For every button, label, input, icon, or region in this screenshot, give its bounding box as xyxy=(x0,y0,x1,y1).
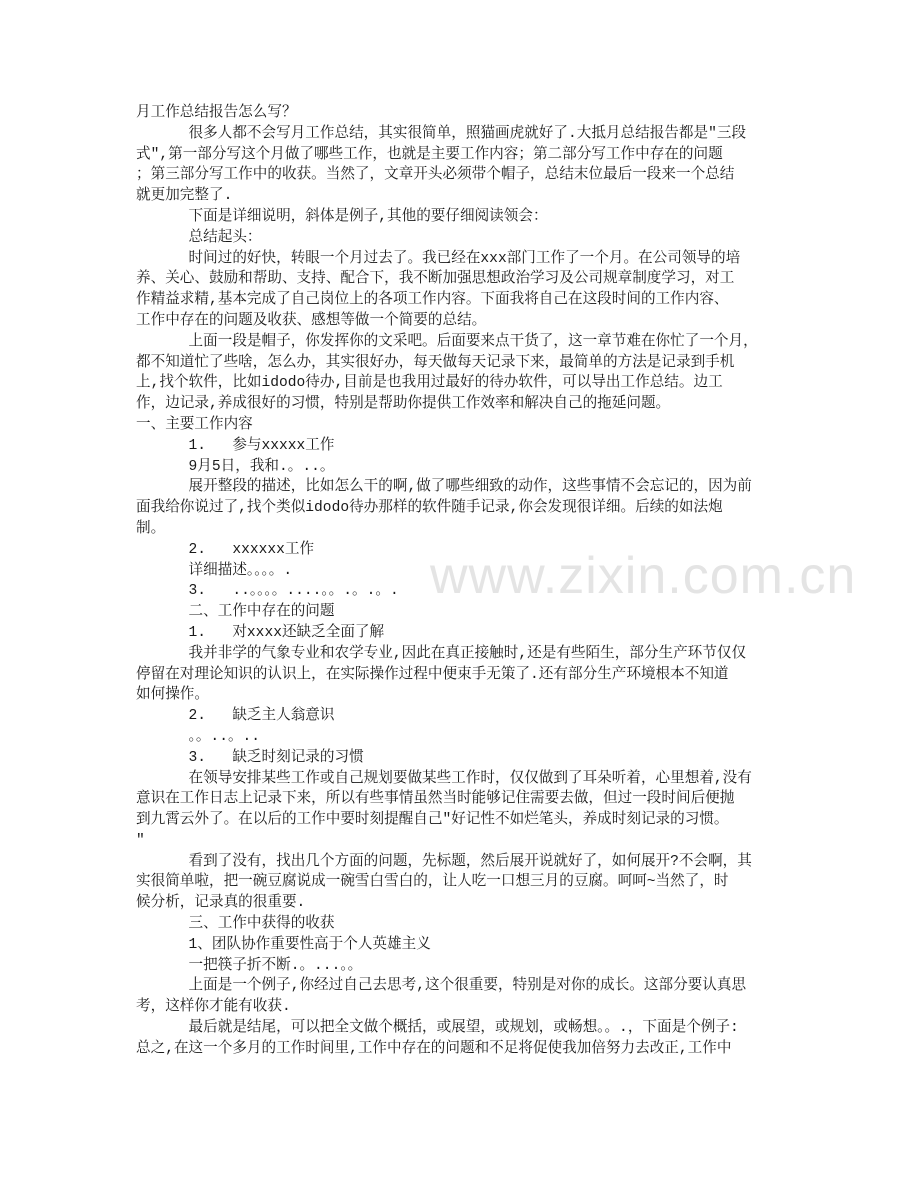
text-line: 3. 缺乏时刻记录的习惯 xyxy=(136,749,364,766)
text-line: 就更加完整了. xyxy=(136,188,233,205)
text-line: 如何操作。 xyxy=(136,687,209,704)
text-line: 式",第一部分写这个月做了哪些工作，也就是主要工作内容；第二部分写工作中存在的问题 xyxy=(136,146,723,163)
text-line: 实很简单啦，把一碗豆腐说成一碗雪白雪白的，让人吃一口想三月的豆腐。呵呵~当然了，时 xyxy=(136,874,729,891)
text-line: 候分析，记录真的很重要. xyxy=(136,895,306,912)
text-line: 我并非学的气象专业和农学专业,因此在真正接触时,还是有些陌生，部分生产环节仅仅 xyxy=(136,645,747,662)
text-line: 1、团队协作重要性高于个人英雄主义 xyxy=(136,936,431,953)
text-line: 9月5日，我和.。..。 xyxy=(136,458,335,475)
text-line: 1. 对xxxx还缺乏全面了解 xyxy=(136,624,385,641)
text-line: 到九霄云外了。在以后的工作中要时刻提醒自己"好记性不如烂笔头，养成时刻记录的习惯。 xyxy=(136,812,729,829)
text-line: 上面是一个例子,你经过自己去思考,这个很重要，特别是对你的成长。这部分要认真思 xyxy=(136,978,747,995)
text-line: 在领导安排某些工作或自己规划要做某些工作时，仅仅做到了耳朵听着，心里想着,没有 xyxy=(136,770,752,787)
text-line: 一、主要工作内容 xyxy=(136,416,253,433)
text-line: 下面是详细说明，斜体是例子,其他的要仔细阅读领会： xyxy=(136,208,548,225)
text-line: 一把筷子折不断.。...。。 xyxy=(136,957,363,974)
text-line: 2. 缺乏主人翁意识 xyxy=(136,708,335,725)
text-line: 2. xxxxxx工作 xyxy=(136,541,315,558)
text-line: 看到了没有，找出几个方面的问题，先标题，然后展开说就好了，如何展开?不会啊，其 xyxy=(136,853,752,870)
text-line: 二、工作中存在的问题 xyxy=(136,604,335,621)
text-line: 详细描述。。。。. xyxy=(136,562,293,579)
text-line: 停留在对理论知识的认识上，在实际操作过程中便束手无策了.还有部分生产环境根本不知道 xyxy=(136,666,729,683)
text-line: 考，这样你才能有收获. xyxy=(136,999,291,1016)
text-line: 工作中存在的问题及收获、感想等做一个简要的总结。 xyxy=(136,312,487,329)
document-body xyxy=(136,103,776,1060)
text-line: 最后就是结尾，可以把全文做个概括，或展望，或规划，或畅想。。.，下面是个例子: xyxy=(136,1020,739,1037)
text-line: 作精益求精,基本完成了自己岗位上的各项工作内容。下面我将自己在这段时间的工作内容、 xyxy=(136,292,729,309)
text-line: 总结起头： xyxy=(136,229,262,246)
text-line: 月工作总结报告怎么写？ xyxy=(136,105,297,121)
text-line: 展开整段的描述，比如怎么干的啊,做了哪些细致的动作，这些事情不会忘记的，因为前 xyxy=(136,479,752,496)
text-line: 很多人都不会写月工作总结，其实很简单，照猫画虎就好了.大抵月总结报告都是"三段 xyxy=(136,125,747,142)
text-line: 时间过的好快，转眼一个月过去了。我已经在xxx部门工作了一个月。在公司领导的培 xyxy=(136,250,741,267)
text-line: 意识在工作日志上记录下来，所以有些事情虽然当时能够记住需要去做，但过一段时间后便抛 xyxy=(136,791,735,808)
text-line: 养、关心、鼓励和帮助、支持、配合下，我不断加强思想政治学习及公司规章制度学习，对工 xyxy=(136,271,735,288)
text-line: 总之,在这一个多月的工作时间里,工作中存在的问题和不足将促使我加倍努力去改正,工作中 xyxy=(136,1040,732,1057)
text-line: 1. 参与xxxxx工作 xyxy=(136,437,335,454)
text-line: 三、工作中获得的收获 xyxy=(136,916,335,933)
text-line: 上,找个软件，比如idodo待办,目前是也我用过最好的待办软件，可以导出工作总结。边工 xyxy=(136,375,723,392)
text-line: 作，边记录,养成很好的习惯，特别是帮助你提供工作效率和解决自己的拖延问题。 xyxy=(136,396,671,413)
text-line: 制。 xyxy=(136,520,166,537)
text-line: ；第三部分写工作中的收获。当然了，文章开头必须带个帽子，总结末位最后一段来一个总结 xyxy=(136,167,735,184)
text-line: 3. ..。。。。....。。.。.。. xyxy=(136,583,399,600)
text-line: 都不知道忙了些啥，怎么办，其实很好办，每天做每天记录下来，最简单的方法是记录到手机 xyxy=(136,354,735,371)
text-line: 面我给你说过了,找个类似idodo待办那样的软件随手记录,你会发现很详细。后续的如法炮 xyxy=(136,500,723,517)
text-line: " xyxy=(136,832,145,849)
watermark: www.zixin.com.cn xyxy=(430,547,857,605)
text-line: 。。..。.. xyxy=(136,728,261,745)
text-line: 上面一段是帽子，你发挥你的文采吧。后面要来点干货了，这一章节难在你忙了一个月， xyxy=(136,333,758,350)
